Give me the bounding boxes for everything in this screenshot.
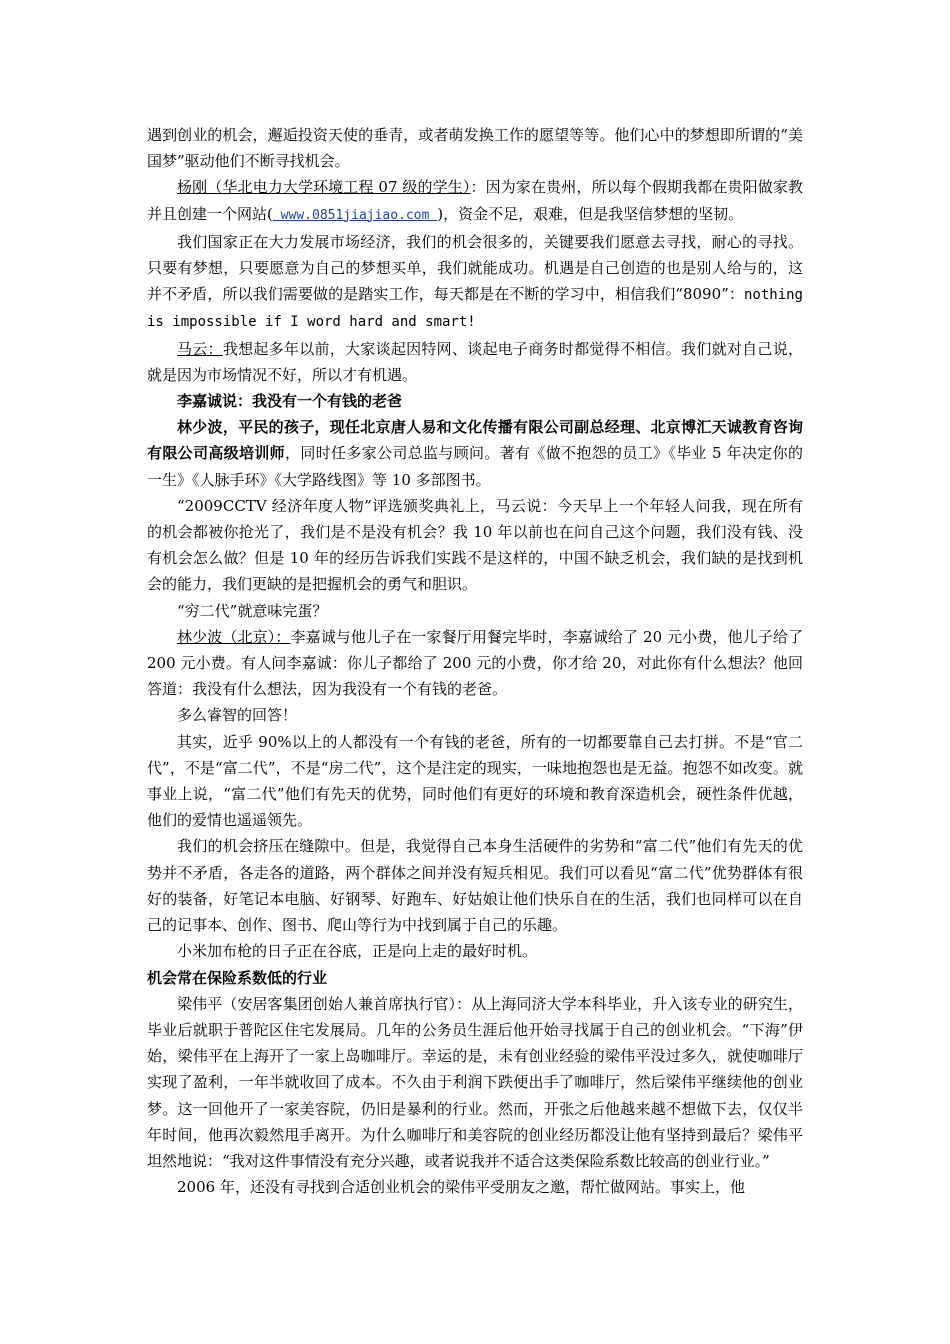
paragraph: 我们的机会挤压在缝隙中。但是，我觉得自己本身生活硬件的劣势和“富二代”他们有先天的优势并不矛盾，各走各的道路，两个群体之间并没有短兵相见。我们可以看见“富二代”优势群体有很好的装备，好笔记本电脑、好钢琴、好跑车、好姑娘让他们快乐自在的生活，我们也同样可以在自己的记事本、创作、图书、爬山等行为中找到属于自己的乐趣。 <box>147 837 803 935</box>
paragraph: 我们国家正在大力发展市场经济，我们的机会很多的，关键要我们愿意去寻找，耐心的寻找。只要有梦想，只要愿意为自己的梦想买单，我们就能成功。机遇是自己创造的也是别人给与的，这并不矛盾，所以我们需要做的是踏实工作，每天都是在不断的学习中，相信我们“8090”：nothing is impossible if I word hard and smart! <box>147 232 803 331</box>
paragraph: 林少波，平民的孩子，现任北京唐人易和文化传播有限公司副总经理、北京博汇天诚教育咨询有限公司高级培训师，同时任多家公司总监与顾问。著有《做不抱怨的员工》《毕业 5 年决定你的一生》《人脉手环》《大学路线图》等 10 多部图书。 <box>147 418 803 489</box>
speaker-name: 林少波（北京）： <box>177 627 291 646</box>
speaker-name: 马云： <box>177 339 223 358</box>
paragraph: 其实，近乎 90%以上的人都没有一个有钱的老爸，所有的一切都要靠自己去打拼。不是“官二代”，不是“富二代”，不是“房二代”，这个是注定的现实，一味地抱怨也是无益。抱怨不如改变。就事业上说，“富二代”他们有先天的优势，同时他们有更好的环境和教育深造机会，硬性条件优越，他们的爱情也遥遥领先。 <box>147 732 803 830</box>
author-intro: 林少波，平民的孩子，现任北京唐人易和文化传播有限公司副总经理、北京博汇天诚教育咨询有限公司高级培训师 <box>147 418 803 463</box>
website-link[interactable]: www.0851jiajiao.com <box>272 207 438 223</box>
paragraph: 遇到创业的机会，邂逅投资天使的垂青，或者萌发换工作的愿望等等。他们心中的梦想即所谓的“美国梦”驱动他们不断寻找机会。 <box>147 126 803 171</box>
paragraph: 梁伟平（安居客集团创始人兼首席执行官）：从上海同济大学本科毕业，升入该专业的研究生，毕业后就职于普陀区住宅发展局。几年的公务员生涯后他开始寻找属于自己的创业机会。“下海”伊始，梁伟平在上海开了一家上岛咖啡厅。幸运的是，未有创业经验的梁伟平没过多久，就使咖啡厅实现了盈利，一年半就收回了成本。不久由于利润下跌便出手了咖啡厅，然后梁伟平继续他的创业梦。这一回他开了一家美容院，仍旧是暴利的行业。然而，开张之后他越来越不想做下去，仅仅半年时间，他再次毅然甩手离开。为什么咖啡厅和美容院的创业经历都没让他有坚持到最后？梁伟平坦然地说：“我对这件事情没有充分兴趣，或者说我并不适合这类保险系数比较高的创业行业。” <box>147 994 803 1170</box>
english-quote: nothing is impossible if I word hard and smart! <box>147 287 803 331</box>
paragraph: “穷二代”就意味完蛋？ <box>177 601 328 620</box>
paragraph: 林少波（北京）：李嘉诚与他儿子在一家餐厅用餐完毕时，李嘉诚给了 20 元小费，他儿子给了 200 元小费。有人问李嘉诚：你儿子都给了 200 元的小费，你才给 20，对此你有什么想法？他回答道：我没有什么想法，因为我没有一个有钱的老爸。 <box>147 627 803 699</box>
paragraph: “2009CCTV 经济年度人物”评选颁奖典礼上，马云说：今天早上一个年轻人问我，现在所有的机会都被你抢光了，我们是不是没有机会？我 10 年以前也在问自己这个问题，我们没有钱、没有机会怎么做？但是 10 年的经历告诉我们实践不是这样的，中国不缺乏机会，我们缺的是找到机会的能力，我们更缺的是把握机会的勇气和胆识。 <box>147 496 803 594</box>
paragraph: 小米加布枪的日子正在谷底，正是向上走的最好时机。 <box>177 942 538 961</box>
section-heading: 李嘉诚说：我没有一个有钱的老爸 <box>177 392 403 411</box>
paragraph: 马云：我想起多年以前，大家谈起因特网、谈起电子商务时都觉得不相信。我们就对自己说，就是因为市场情况不好，所以才有机遇。 <box>147 339 803 384</box>
document-page <box>147 122 803 1200</box>
speaker-name: 杨刚（华北电力大学环境工程 07 级的学生） <box>177 178 471 197</box>
paragraph: 杨刚（华北电力大学环境工程 07 级的学生）：因为家在贵州，所以每个假期我都在贵阳做家教并且创建一个网站( www.0851jiajiao.com )，资金不足，艰难，但是我坚信梦想的坚韧。 <box>147 178 803 223</box>
paragraph: 2006 年，还没有寻找到合适创业机会的梁伟平受朋友之邀，帮忙做网站。事实上，他 <box>177 1178 745 1197</box>
section-heading: 机会常在保险系数低的行业 <box>147 968 328 987</box>
paragraph: 多么睿智的回答！ <box>177 706 298 725</box>
